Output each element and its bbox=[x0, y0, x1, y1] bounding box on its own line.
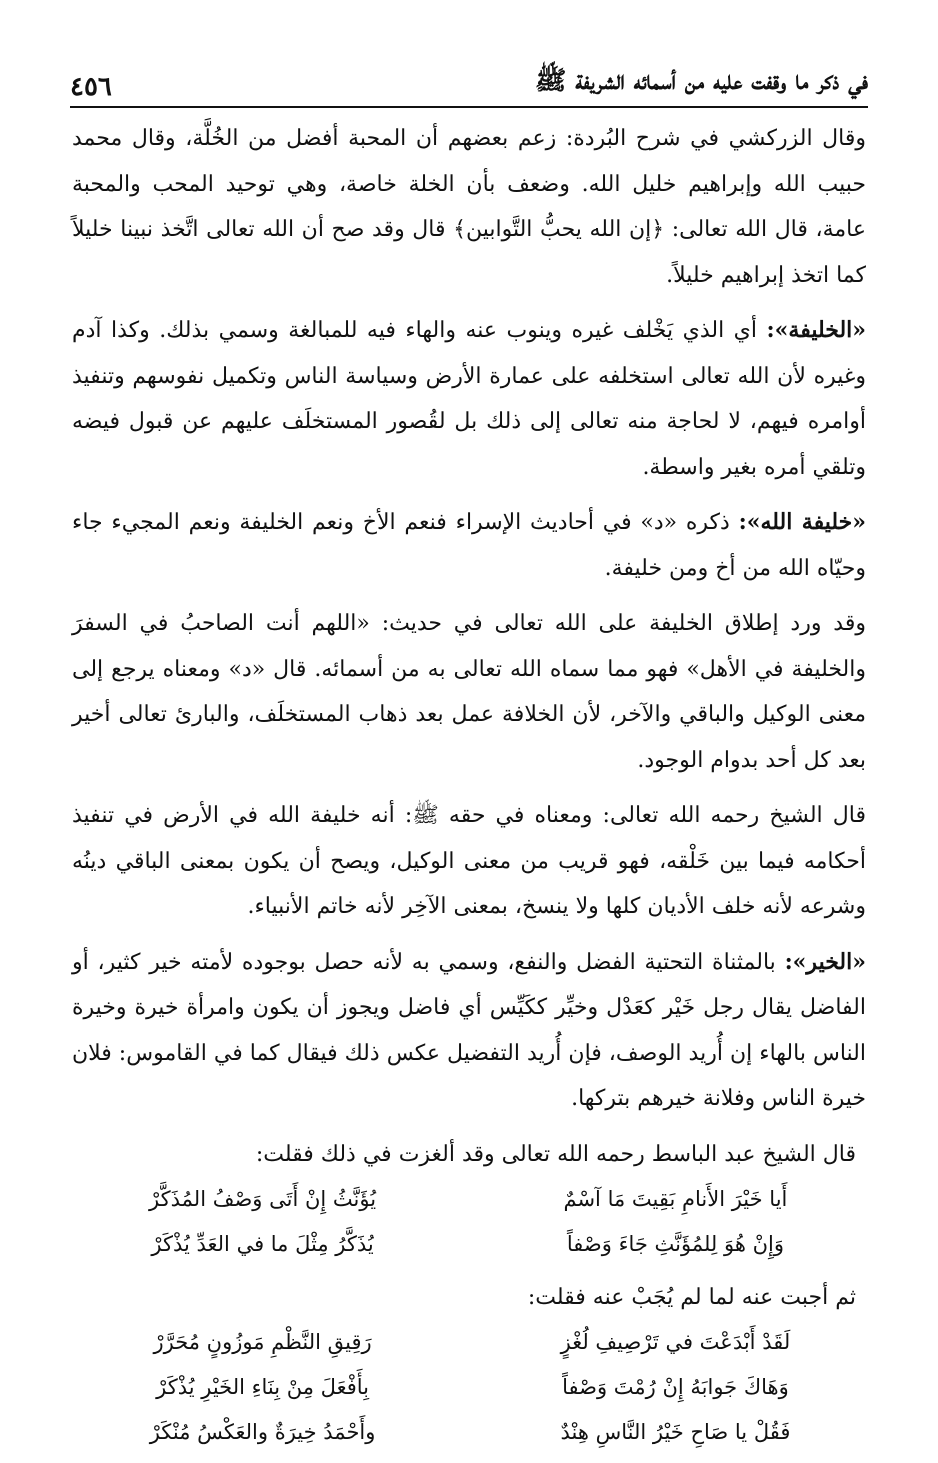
verse-second-hemistich: يُؤَنَّثُ إِنْ أَتَى وَصْفُ المُذَكَّرْ bbox=[149, 1186, 377, 1211]
paragraph-text: ذكره «د» في أحاديث الإسراء فنعم الأخ ونعم الخليفة ونعم المجيء جاء وحيّاه الله من أخ ومن خليفة. bbox=[72, 510, 866, 581]
paragraph-text: وقد ورد إطلاق الخليفة على الله تعالى في حديث: «اللهم أنت الصاحبُ في السفرَ والخليفة في الأهل» فهو مما سماه الله تعالى به من أسمائه. قال «د» ومعناه يرجع إلى معنى الوكيل والباقي والآخر، لأن الخلافة عمل بعد ذهاب المستخلَف، والبارئ تعالى أخير بعد كل أحد بدوام الوجود. bbox=[72, 611, 866, 773]
paragraph bbox=[72, 940, 866, 1122]
verse-second-hemistich: وأَحْمَدُ خِيرَةٌ والعَكْسُ مُنْكَرْ bbox=[149, 1419, 376, 1444]
paragraph-text: بالمثناة التحتية الفضل والنفع، وسمي به لأنه حصل بوجوده لأمته خير كثير، أو الفاضل يقال رجل خَيْر كعَدْل وخيِّر ككَيِّس أي فاضل ويجوز أن يكون وامرأة خيرة وخيرة الناس بالهاء إن أُريد الوصف، فإن أُريد التفضيل عكس ذلك فيقال كما في القاموس: فلان خيرة الناس وفلانة خيرهم بتركها. bbox=[72, 949, 866, 1111]
verse bbox=[72, 1222, 866, 1267]
paragraph-text: أي الذي يَخْلف غيره وينوب عنه والهاء فيه للمبالغة وسمي بذلك. وكذا آدم وغيره لأن الله تعالى استخلفه على عمارة الأرض وسياسة الناس وتكميل نفوسهم وتنفيذ أوامره فيهم، لا لحاجة منه تعالى إلى ذلك بل لقُصور المستخلَف عليهم عن قبول فيضه وتلقي أمره بغير واسطة. bbox=[72, 318, 866, 480]
verse-first-hemistich: لَقَدْ أَبْدَعْتَ في تَرْصِيفِ لُغْزٍ bbox=[560, 1329, 791, 1354]
entry-term: «الخير»: bbox=[784, 948, 866, 975]
entry-term: «خليفة الله»: bbox=[738, 509, 866, 535]
verse-first-hemistich: أَيا خَيْرَ الأَنامِ بَقِيتَ مَا آسْمٌ bbox=[563, 1186, 788, 1211]
paragraph bbox=[72, 308, 866, 490]
paragraph-text: قال الشيخ رحمه الله تعالى: ومعناه في حقه ﷺ: أنه خليفة الله في الأرض في تنفيذ أحكامه فيما بين خَلْقه، فهو قريب من معنى الوكيل، ويصح أن يكون بمعنى الباقي دينُه وشرعه لأنه خلف الأديان كلها ولا ينسخ، بمعنى الآخِر لأنه خاتم الأنبياء. bbox=[72, 803, 866, 919]
page-number: ٤٥٦ bbox=[70, 72, 112, 102]
page-header bbox=[70, 62, 868, 108]
entry-term: «الخليفة»: bbox=[766, 317, 867, 343]
verse-second-hemistich: يُذَكَّرُ مِثْلَ ما في العَدِّ يُذْكَرْ bbox=[151, 1231, 374, 1256]
poem-riddle bbox=[72, 1132, 866, 1267]
verse-second-hemistich: بِأَفْعَلَ مِنْ بِنَاءِ الخَيْرِ يُذْكَرْ bbox=[156, 1374, 369, 1399]
running-title: في ذكر ما وقفت عليه من أسمائه الشريفة ﷺ bbox=[534, 66, 868, 96]
verse bbox=[72, 1177, 866, 1222]
verse bbox=[72, 1320, 866, 1365]
paragraph-text: وقال الزركشي في شرح البُردة: زعم بعضهم أن المحبة أفضل من الخُلَّة، وقال محمد حبيب الله وإبراهيم خليل الله. وضعف بأن الخلة خاصة، وهي توحيد المحب والمحبة عامة، قال الله تعالى: ﴿إن الله يحبُّ التَّوابين﴾ قال وقد صح أن الله تعالى اتَّخذ نبينا خليلاً كما اتخذ إبراهيم خليلاً. bbox=[72, 126, 866, 288]
body-text bbox=[72, 116, 866, 1463]
paragraph bbox=[72, 116, 866, 298]
verse-first-hemistich: وَهَاكَ جَوابَهُ إِنْ رُمْتَ وَصْفاً bbox=[562, 1374, 789, 1399]
poem-intro: ثم أجبت عنه لما لم يُجَبْ عنه فقلت: bbox=[527, 1284, 856, 1310]
verse bbox=[72, 1410, 866, 1455]
poem-intro: قال الشيخ عبد الباسط رحمه الله تعالى وقد ألغزت في ذلك فقلت: bbox=[255, 1141, 856, 1167]
poem-answer bbox=[72, 1275, 866, 1455]
verse-second-hemistich: رَقِيقِ النَّظْمِ مَوزُونٍ مُحَرَّرْ bbox=[153, 1329, 372, 1354]
verse bbox=[72, 1365, 866, 1410]
paragraph bbox=[72, 601, 866, 783]
paragraph bbox=[72, 793, 866, 930]
verse-first-hemistich: فَقُلْ يا صَاحِ خَيْرُ النَّاسِ هِنْدٌ bbox=[560, 1419, 791, 1444]
verse-first-hemistich: وَإِنْ هُوَ لِلمُؤَنَّثِ جَاءَ وَصْفاً bbox=[566, 1231, 784, 1256]
paragraph bbox=[72, 500, 866, 591]
